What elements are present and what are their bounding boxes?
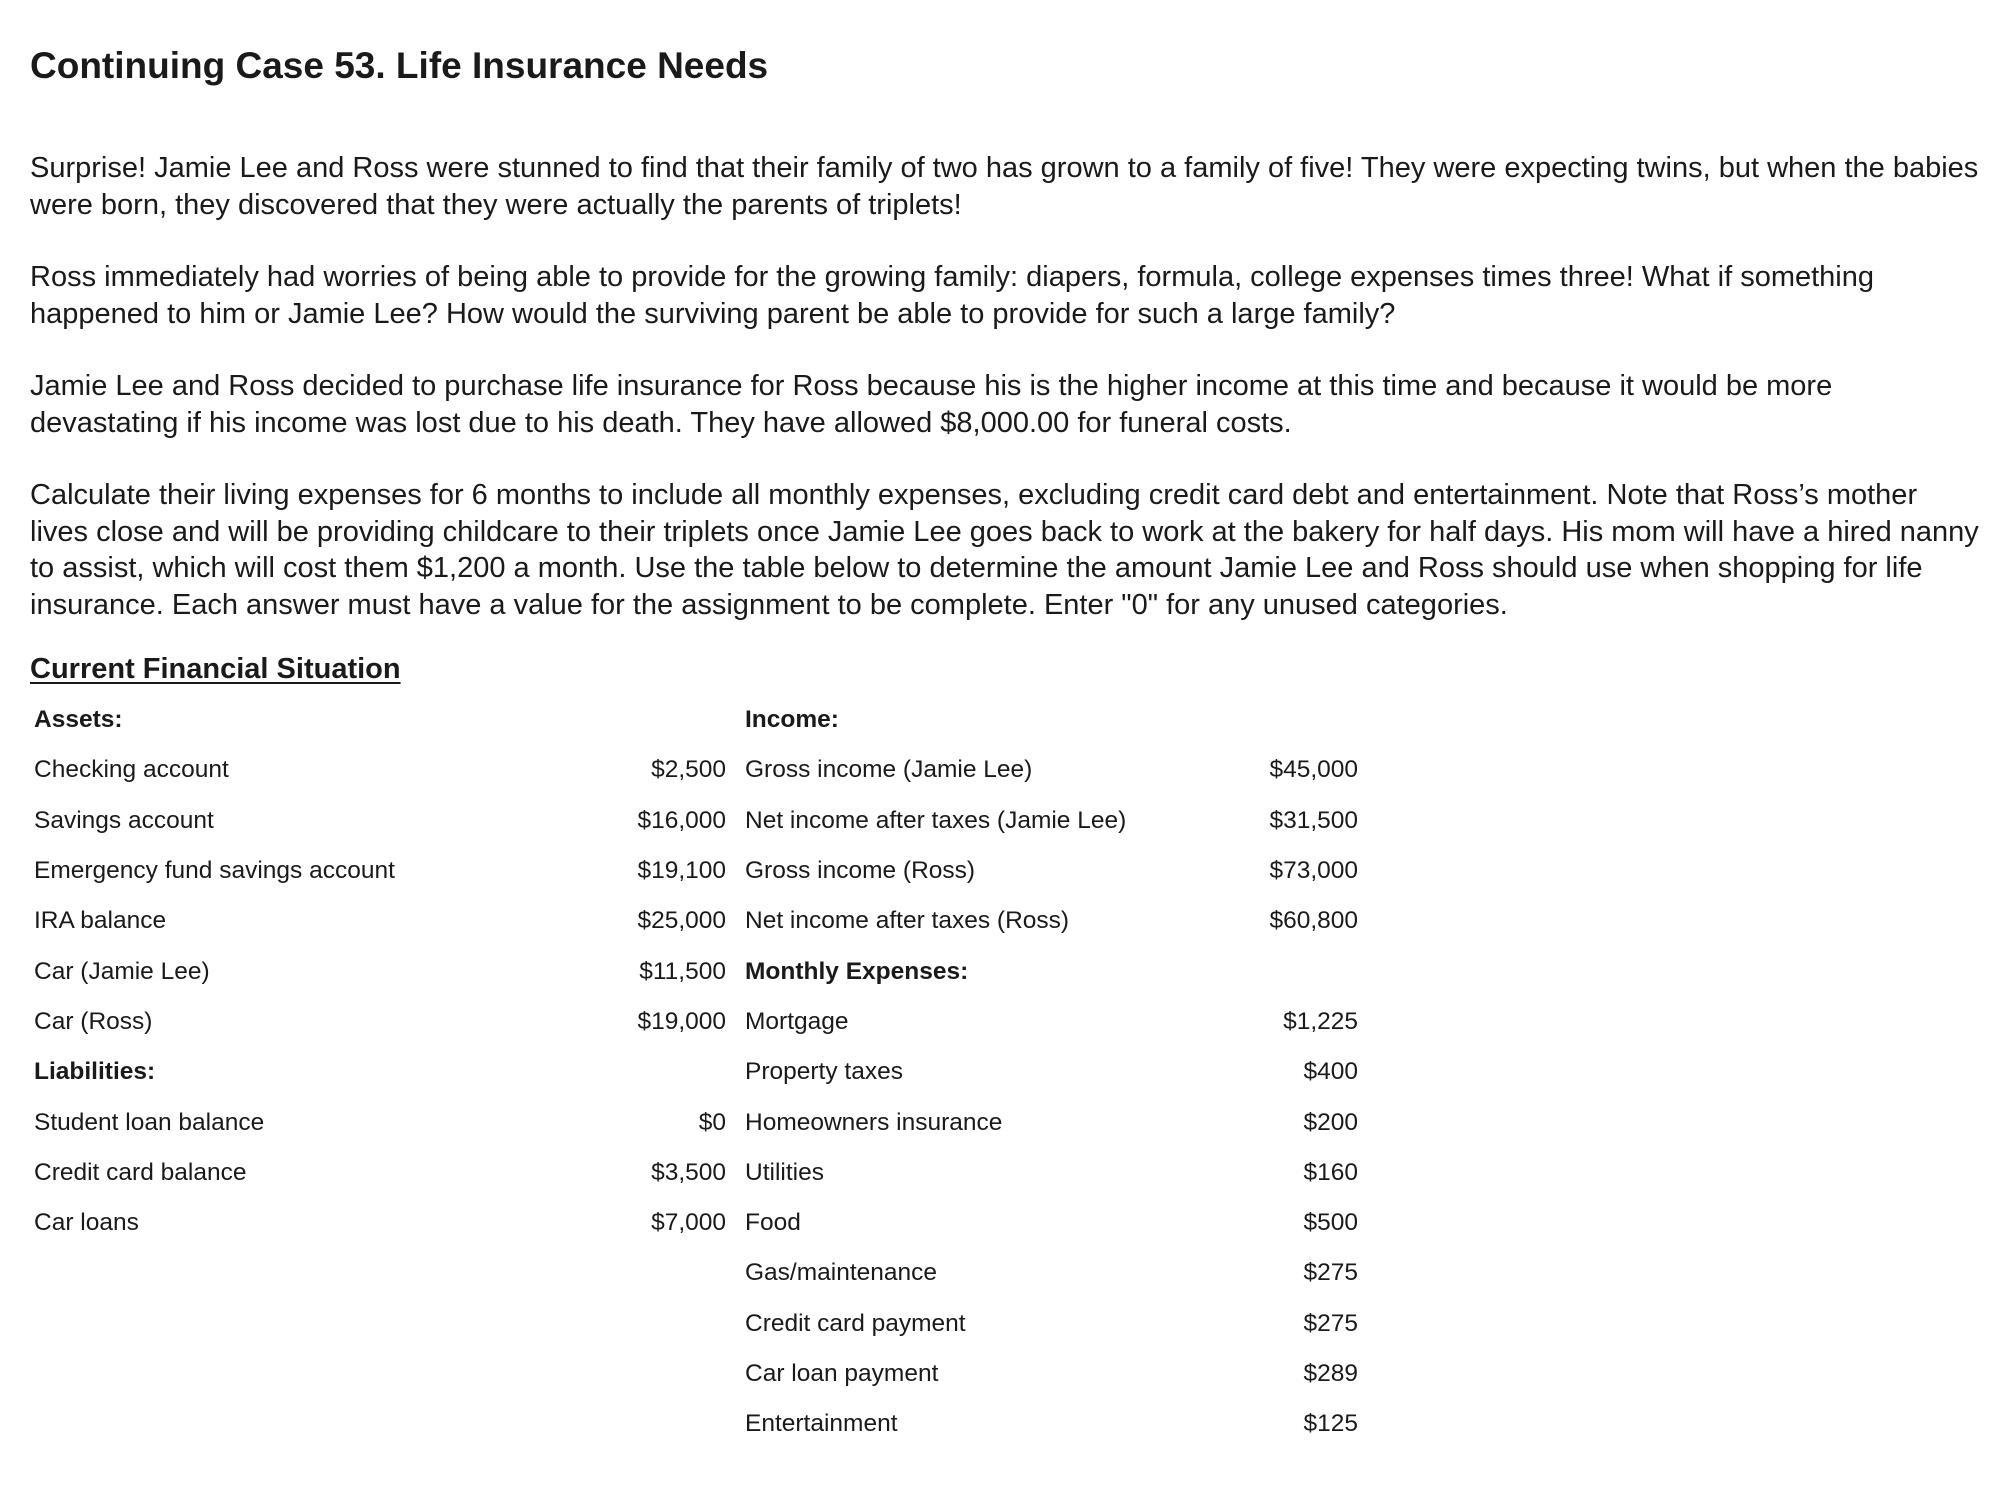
section-title: Current Financial Situation <box>30 653 401 685</box>
table-row <box>745 1248 1358 1298</box>
row-value: $11,500 <box>639 957 726 985</box>
row-value: $500 <box>1303 1209 1358 1237</box>
table-row <box>745 997 1358 1047</box>
row-value: $19,100 <box>637 857 726 885</box>
row-label: Student loan balance <box>34 1108 265 1136</box>
row-value: $160 <box>1303 1158 1358 1186</box>
row-value: $2,500 <box>651 756 726 784</box>
table-row <box>745 796 1358 846</box>
row-value: $60,800 <box>1269 907 1358 935</box>
monthly-expenses-header-row <box>745 946 1358 996</box>
row-value: $289 <box>1303 1360 1358 1387</box>
table-row <box>34 946 726 996</box>
row-value: $31,500 <box>1269 806 1358 834</box>
row-label: Gas/maintenance <box>745 1259 938 1287</box>
income-header: Income: <box>745 706 839 734</box>
table-row <box>34 896 726 946</box>
row-value: $275 <box>1303 1259 1358 1287</box>
intro-paragraph: Surprise! Jamie Lee and Ross were stunned to find that their family of two has grown to a family of five! They were expecting twins, but when the babies were born, they discovered that they were actually the parents of triplets! <box>30 152 1979 221</box>
monthly-expenses-header: Monthly Expenses: <box>745 957 969 985</box>
instructions-paragraph: Calculate their living expenses for 6 months to include all monthly expenses, excluding credit card debt and entertainment. Note that Ross’s mother lives close and will be providing childcare to their triplets once Jamie Lee goes back to work at the bakery for half days. His mom will have a hired nanny to assist, which will cost them $1,200 a month. Use the table below to determine the amount Jamie Lee and Ross should use when shopping for life insurance. Each answer must have a value for the assignment to be complete. Enter "0" for any unused categories. <box>30 479 1979 621</box>
row-value: $16,000 <box>637 806 726 834</box>
financial-situation-table <box>30 695 1984 1438</box>
decision-paragraph: Jamie Lee and Ross decided to purchase life insurance for Ross because his is the higher income at this time and because it would be more devastating if his income was lost due to his death. They have allowed $8,000.00 for funeral costs. <box>30 370 1833 439</box>
row-label: Savings account <box>34 806 214 834</box>
page-title: Continuing Case 53. Life Insurance Needs <box>30 45 769 86</box>
row-value: $3,500 <box>651 1158 726 1186</box>
row-value: $0 <box>698 1108 726 1136</box>
table-row <box>34 745 726 795</box>
row-label: Gross income (Jamie Lee) <box>745 756 1033 784</box>
row-value: $25,000 <box>637 907 726 935</box>
liabilities-header: Liabilities: <box>34 1058 156 1086</box>
row-label: Net income after taxes (Jamie Lee) <box>745 806 1127 834</box>
row-value: $125 <box>1303 1410 1358 1438</box>
row-label: Credit card balance <box>34 1158 247 1186</box>
row-label: IRA balance <box>34 907 167 935</box>
row-value: $73,000 <box>1269 857 1358 885</box>
table-row <box>745 1198 1358 1248</box>
row-label: Car (Jamie Lee) <box>34 957 210 985</box>
row-label: Gross income (Ross) <box>745 857 976 885</box>
row-label: Car loan payment <box>745 1360 939 1387</box>
table-row <box>745 1299 1358 1349</box>
row-value: $200 <box>1303 1108 1358 1136</box>
table-row <box>34 1097 726 1147</box>
table-row <box>745 896 1358 946</box>
row-label: Credit card payment <box>745 1309 966 1337</box>
worries-paragraph: Ross immediately had worries of being able to provide for the growing family: diapers, formula, college expenses times three! What if something happened to him or Jamie Lee? How would the surviving parent be able to provide for such a large family? <box>30 261 1874 330</box>
row-value: $275 <box>1303 1309 1358 1337</box>
table-row <box>745 1148 1358 1198</box>
row-label: Car (Ross) <box>34 1007 153 1035</box>
row-label: Property taxes <box>745 1058 903 1086</box>
row-value: $400 <box>1303 1058 1358 1086</box>
table-row <box>745 745 1358 795</box>
row-value: $19,000 <box>637 1007 726 1035</box>
table-row <box>34 796 726 846</box>
row-value: $1,225 <box>1283 1007 1358 1035</box>
table-row <box>34 846 726 896</box>
table-row <box>745 846 1358 896</box>
row-value: $45,000 <box>1269 756 1358 784</box>
table-row <box>34 997 726 1047</box>
assets-liabilities-column <box>34 695 726 1248</box>
income-expenses-column <box>745 695 1358 1449</box>
row-label: Checking account <box>34 756 229 784</box>
assets-header-row <box>34 695 726 745</box>
table-row <box>745 1349 1358 1399</box>
row-label: Entertainment <box>745 1410 898 1438</box>
assets-header: Assets: <box>34 706 123 734</box>
row-label: Car loans <box>34 1209 139 1237</box>
row-label: Food <box>745 1209 801 1237</box>
table-row <box>745 1399 1358 1449</box>
row-label: Net income after taxes (Ross) <box>745 907 1070 935</box>
table-row <box>34 1148 726 1198</box>
table-row <box>745 1047 1358 1097</box>
row-label: Emergency fund savings account <box>34 857 395 885</box>
row-label: Homeowners insurance <box>745 1108 1003 1136</box>
table-row <box>745 1097 1358 1147</box>
row-label: Mortgage <box>745 1007 849 1035</box>
table-row <box>34 1198 726 1248</box>
liabilities-header-row <box>34 1047 726 1097</box>
income-header-row <box>745 695 1358 745</box>
row-label: Utilities <box>745 1158 824 1186</box>
row-value: $7,000 <box>651 1209 726 1237</box>
